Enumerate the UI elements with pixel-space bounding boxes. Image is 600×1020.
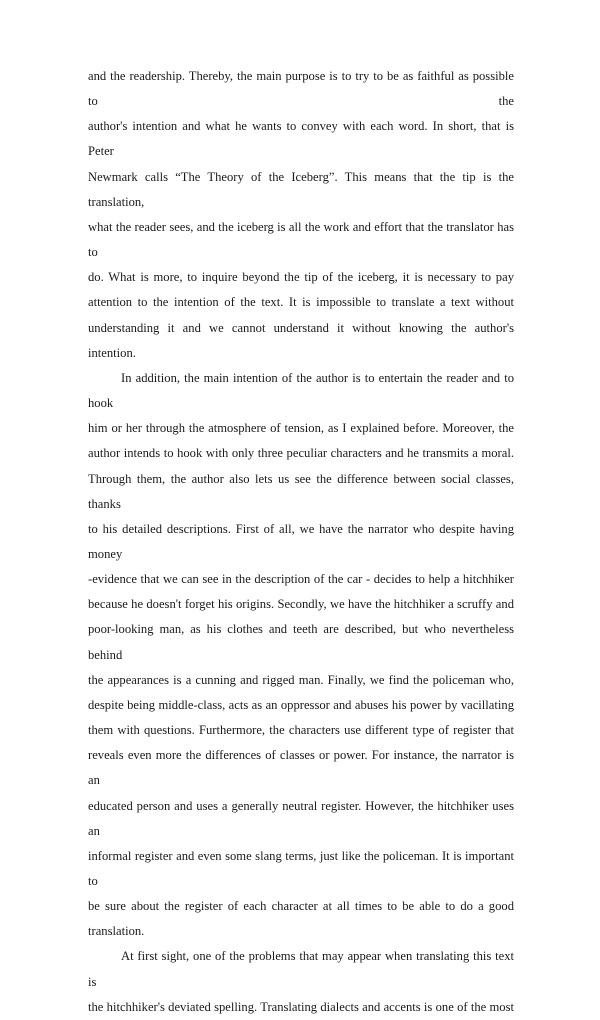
text-line: In addition, the main intention of the author is to entertain the reader and to hook — [88, 370, 514, 411]
text-line: Through them, the author also lets us see the difference between social classes, thanks — [88, 471, 514, 511]
text-line: them with questions. Furthermore, the characters use different type of register that — [88, 723, 514, 738]
text-line: -evidence that we can see in the description of the car - decides to help a hitchhiker — [88, 572, 514, 587]
paragraph — [88, 944, 514, 1019]
text-line: and the readership. Thereby, the main purpose is to try to be as faithful as possible to the — [88, 69, 514, 109]
text-line: reveals even more the differences of classes or power. For instance, the narrator is an — [88, 748, 514, 788]
text-line: poor-looking man, as his clothes and teeth are described, but who nevertheless behind — [88, 622, 514, 662]
text-line: do. What is more, to inquire beyond the tip of the iceberg, it is necessary to pay — [88, 270, 514, 285]
text-line: despite being middle-class, acts as an oppressor and abuses his power by vacillating — [88, 697, 514, 712]
text-line: the hitchhiker's deviated spelling. Translating dialects and accents is one of the most — [88, 999, 514, 1014]
text-line: attention to the intention of the text. It is impossible to translate a text without — [88, 295, 514, 310]
body-text — [88, 64, 514, 1020]
text-line: Newmark calls “The Theory of the Iceberg”. This means that the tip is the translation, — [88, 169, 514, 209]
text-line: to his detailed descriptions. First of all, we have the narrator who despite having money — [88, 521, 514, 561]
paragraph — [88, 366, 514, 945]
text-line: understanding it and we cannot understand it without knowing the author's intention. — [88, 320, 514, 360]
text-line: At first sight, one of the problems that may appear when translating this text is — [88, 949, 514, 989]
text-line: informal register and even some slang terms, just like the policeman. It is important to — [88, 848, 514, 888]
text-line: educated person and uses a generally neutral register. However, the hitchhiker uses an — [88, 798, 514, 838]
text-line: what the reader sees, and the iceberg is all the work and effort that the translator has to — [88, 219, 514, 260]
text-line: him or her through the atmosphere of tension, as I explained before. Moreover, the — [88, 421, 514, 436]
text-line: translation. — [88, 924, 145, 939]
text-line: be sure about the register of each character at all times to be able to do a good — [88, 899, 514, 914]
paragraph — [88, 64, 514, 366]
text-line: because he doesn't forget his origins. Secondly, we have the hitchhiker a scruffy and — [88, 597, 514, 612]
text-line: author's intention and what he wants to convey with each word. In short, that is Peter — [88, 119, 514, 159]
text-line: the appearances is a cunning and rigged man. Finally, we find the policeman who, — [88, 672, 514, 687]
text-line: author intends to hook with only three peculiar characters and he transmits a moral. — [88, 446, 514, 461]
